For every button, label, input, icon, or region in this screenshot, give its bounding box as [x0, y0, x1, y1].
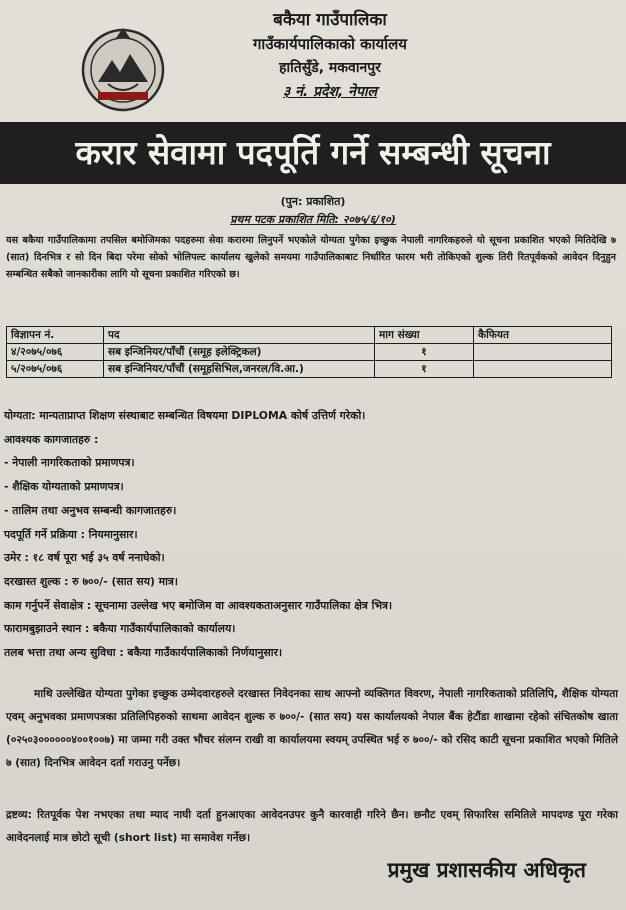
- list-item: - तालिम तथा अनुभव सम्बन्धी कागजातहरु।: [4, 503, 177, 517]
- reissue-note: (पुन: प्रकाशित): [280, 195, 346, 208]
- cell-post: सब इन्जिनियर/पाँचौं (समूह इलेक्ट्रिकल): [104, 344, 375, 361]
- first-published-date: प्रथम पटक प्रकाशित मिति: २०७५/६/१०): [230, 213, 396, 226]
- table-row: [7, 361, 612, 378]
- application-paragraph: माथि उल्लेखित योग्यता पुगेका इच्छुक उम्मेदवारहरुले दरखास्त निवेदनका साथ आफ्नो व्यक्तिगत विवरण, नेपाली नागरिकताको प्रतिलिपि, शैक्षिक योग्यता एवम् अनुभवका प्रमाणपत्रका प्रतिलिपिहरुको साथमा आवेदन शुल्क रु ७००/- (सात सय) यस कार्यालयको नेपाल बैंक हेटौंडा शाखामा रहेको संचितकोष खाता (०२५०३००००००४००१००७) मा जम्मा गरी उक्त भौचर संलग्न राखी वा कार्यालयमा स्वयम् उपस्थित भई रु ७००/- को रसिद काटी सूचना प्रकाशित भएको मितिले ७ (सात) दिनभित्र आवेदन दर्ता गराउनु पर्नेछ।: [6, 688, 618, 769]
- qualification-line: योग्यता: मान्यताप्राप्त शिक्षण संस्थाबाट सम्बन्धित विषयमा DIPLOMA कोर्ष उत्तिर्ण गरेको।: [4, 409, 366, 422]
- table-header-row: [7, 327, 612, 344]
- cell-remarks: [474, 361, 612, 378]
- col-remarks: कैफियत: [474, 327, 612, 344]
- cell-demand: १: [375, 344, 474, 361]
- cell-ad-number: ५/२०७५/०७६: [7, 361, 104, 378]
- signatory-title: प्रमुख प्रशासकीय अधिकृत: [387, 858, 586, 882]
- province-line: ३ नं. प्रदेश, नेपाल: [282, 84, 378, 100]
- cell-demand: १: [375, 361, 474, 378]
- office-address: हातिसुँडे, मकवानपुर: [279, 60, 381, 76]
- table-row: [7, 344, 612, 361]
- nepal-emblem-icon: [78, 22, 168, 114]
- cell-remarks: [474, 344, 612, 361]
- cell-post: सब इन्जिनियर/पाँचौं (समूहसिभिल,जनरल/वि.आ.): [104, 361, 375, 378]
- requirements-list: [4, 404, 616, 665]
- office-name: बकैया गाउँपालिका: [273, 10, 387, 30]
- office-subtitle: गाउँकार्यपालिकाको कार्यालय: [252, 35, 407, 53]
- age-line: उमेर : १८ वर्ष पूरा भई ३५ वर्ष ननाघेको।: [4, 551, 165, 565]
- notice-title-banner: करार सेवामा पदपूर्ति गर्ने सम्बन्धी सूचना: [0, 122, 626, 184]
- note-paragraph: द्रष्टव्य: रितपूर्वक पेश नभएका तथा म्याद नाघी दर्ता हुनआएका आवेदनउपर कुनै कारवाही गरिने छैन। छनौट एवम् सिफारिस समितिले मापदण्ड पूरा गरेका आवेदनलाई मात्र छोटो सूची (short list) मा समावेश गर्नेछ।: [6, 809, 618, 844]
- process-line: पदपूर्ति गर्ने प्रक्रिया : नियमानुसार।: [4, 527, 138, 541]
- list-item: - नेपाली नागरिकताको प्रमाणपत्र।: [4, 456, 135, 470]
- submission-place-line: फारामबुझाउने स्थान : बकैया गाउँकार्यपालिकाको कार्यालय।: [4, 622, 236, 636]
- salary-line: तलब भत्ता तथा अन्य सुविधा : बकैया गाउँकार्यपालिकाको निर्णयानुसार।: [4, 646, 283, 660]
- vacancy-table: [6, 326, 612, 378]
- fee-line: दरखास्त शुल्क : रु ७००/- (सात सय) मात्र।: [4, 574, 178, 588]
- col-post: पद: [104, 327, 375, 344]
- work-area-line: काम गर्नुपर्ने सेवाक्षेत्र : सूचनामा उल्लेख भए बमोजिम वा आवश्यकताअनुसार गाउँपालिका क्षेत्र भित्र।: [4, 598, 393, 612]
- col-ad-number: विज्ञापन नं.: [7, 327, 104, 344]
- intro-paragraph: यस बकैया गाउँपालिकामा तपसिल बमोजिमका पदहरुमा सेवा करारमा लिनुपर्ने भएकोले योग्यता पुगेका इच्छुक नेपाली नागरिकहरुले यो सूचना प्रकाशित भएको मितिदेखि ७ (सात) दिनभित्र र सो दिन बिदा परेमा सोको भोलिपल्ट कार्यालय खुलेको समयमा गाउँपालिकाबाट निर्धारित फारम भरी तोकिएको शुल्क तिरी रितपूर्वकको आवेदन दिनुहुन सम्बन्धित सबैको जानकारीका लागि यो सूचना प्रकाशित गरिएको छ।: [6, 235, 616, 280]
- documents-heading: आवश्यक कागजातहरु :: [4, 432, 99, 446]
- list-item: - शैक्षिक योग्यताको प्रमाणपत्र।: [4, 480, 124, 494]
- col-demand: माग संख्या: [375, 327, 474, 344]
- office-header: [200, 8, 460, 104]
- cell-ad-number: ४/२०७५/०७६: [7, 344, 104, 361]
